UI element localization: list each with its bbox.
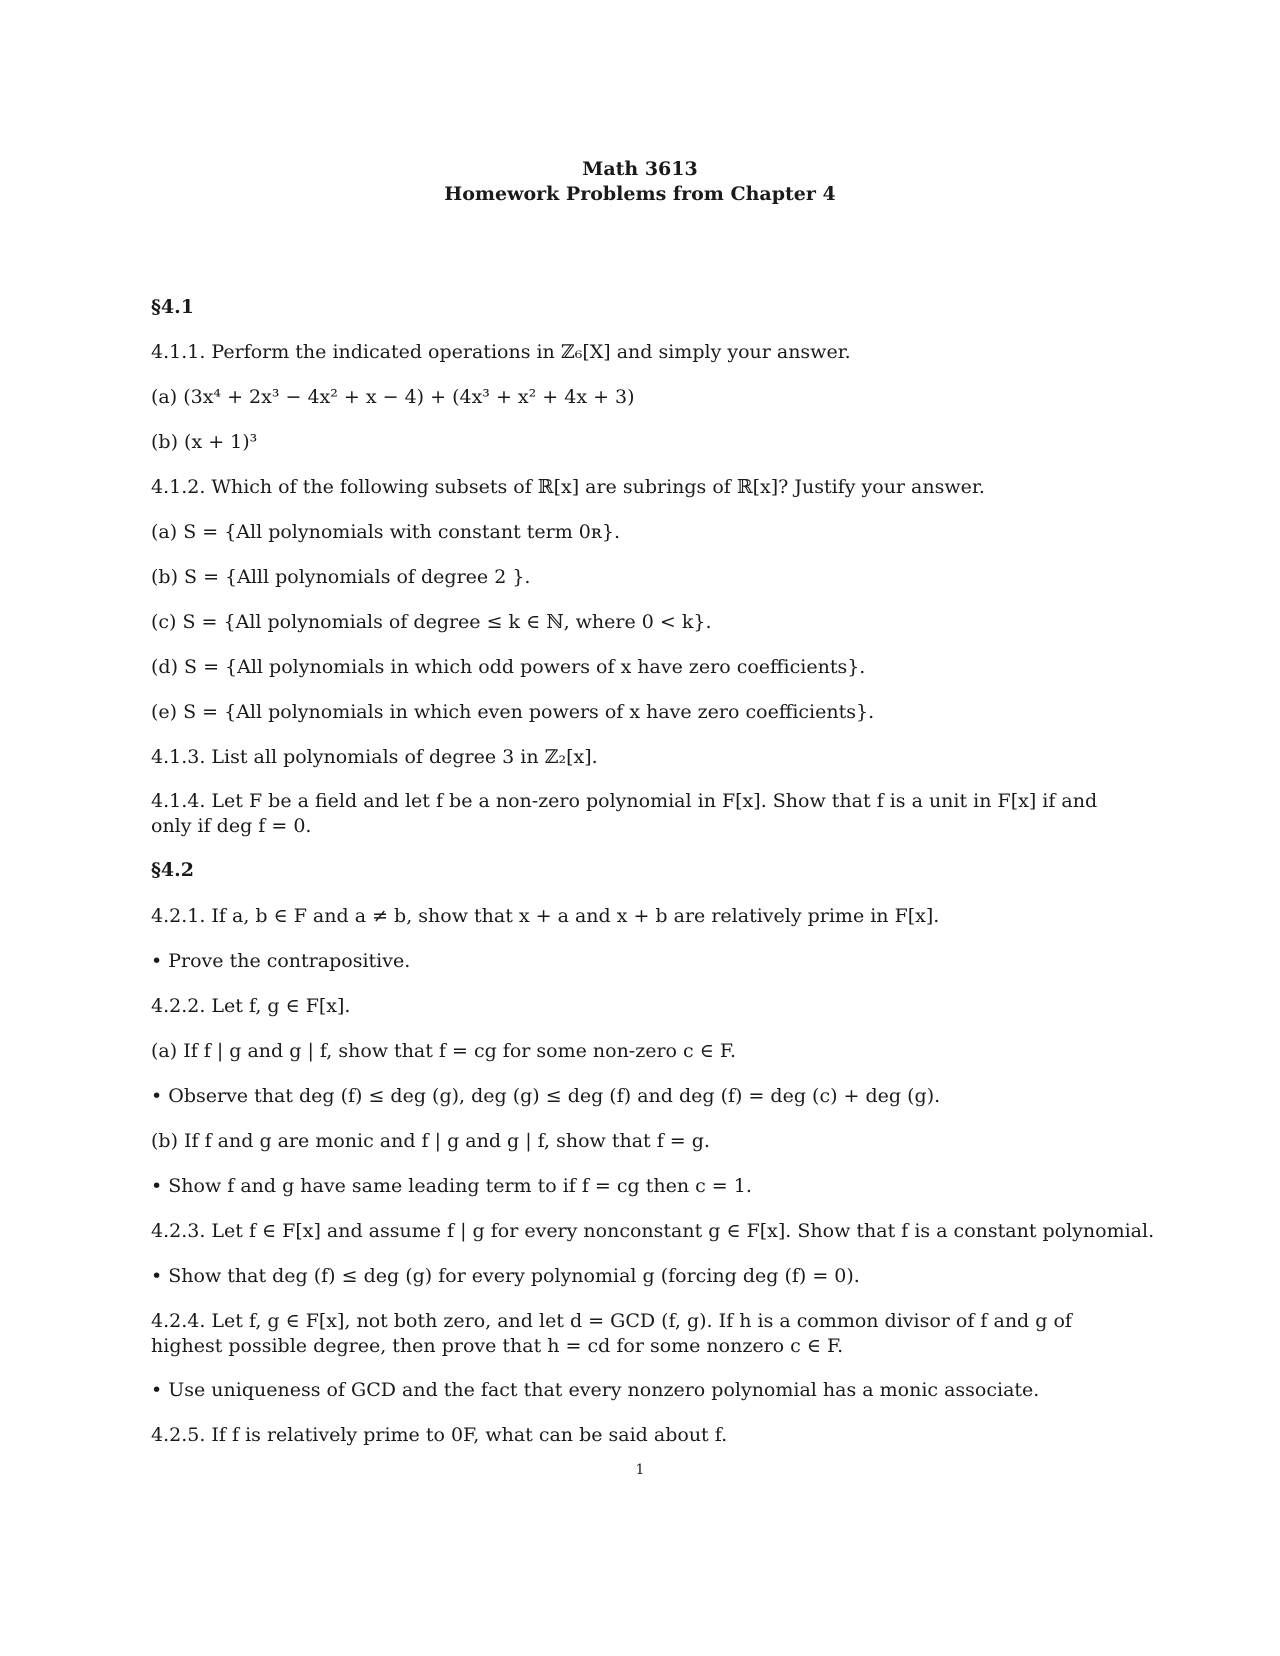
problem-text: 4.1.2. Which of the following subsets of ℝ[x] are subrings of ℝ[x]? Justify your answer. (151, 476, 985, 498)
problem-part: (e) S = {All polynomials in which even powers of x have zero coefficients}. (151, 701, 875, 723)
section-heading: §4.2 (151, 859, 194, 881)
problem-part: (a) If f | g and g | f, show that f = cg for some non-zero c ∈ F. (151, 1040, 737, 1062)
problem-text: 4.1.1. Perform the indicated operations in ℤ₆[X] and simply your answer. (151, 341, 851, 363)
problem-part: (b) If f and g are monic and f | g and g | f, show that f = g. (151, 1130, 710, 1152)
problem-text: 4.2.1. If a, b ∈ F and a ≠ b, show that x + a and x + b are relatively prime in F[x]. (151, 905, 940, 927)
section-heading: §4.1 (151, 296, 194, 318)
problem-text: 4.2.3. Let f ∈ F[x] and assume f | g for every nonconstant g ∈ F[x]. Show that f is a constant polynomial. (151, 1220, 1155, 1242)
problem-part: (b) S = {Alll polynomials of degree 2 }. (151, 566, 531, 588)
problem-part: (d) S = {All polynomials in which odd powers of x have zero coefficients}. (151, 656, 866, 678)
problem-text: 4.2.4. Let f, g ∈ F[x], not both zero, and let d = GCD (f, g). If h is a common divisor of f and g of highest possible degree, then prove that h = cd for some nonzero c ∈ F. (151, 1310, 1072, 1357)
problem-text: 4.2.5. If f is relatively prime to 0F, what can be said about f. (151, 1424, 728, 1446)
document-subtitle: Homework Problems from Chapter 4 (444, 183, 836, 205)
problem-part: (b) (x + 1)³ (151, 431, 258, 453)
problem-text: 4.1.4. Let F be a field and let f be a non-zero polynomial in F[x]. Show that f is a unit in F[x] if and only if deg f = 0. (151, 790, 1098, 837)
page-number: 1 (635, 1462, 645, 1478)
course-title: Math 3613 (582, 158, 698, 180)
problem-text: 4.1.3. List all polynomials of degree 3 in ℤ₂[x]. (151, 746, 598, 768)
hint-bullet: • Observe that deg (f) ≤ deg (g), deg (g) ≤ deg (f) and deg (f) = deg (c) + deg (g). (151, 1085, 941, 1107)
problem-part: (c) S = {All polynomials of degree ≤ k ∈ ℕ, where 0 < k}. (151, 611, 712, 633)
hint-bullet: • Show that deg (f) ≤ deg (g) for every polynomial g (forcing deg (f) = 0). (151, 1265, 860, 1287)
hint-bullet: • Show f and g have same leading term to if f = cg then c = 1. (151, 1175, 752, 1197)
problem-text: 4.2.2. Let f, g ∈ F[x]. (151, 995, 351, 1017)
hint-bullet: • Prove the contrapositive. (151, 950, 411, 972)
problem-part: (a) (3x⁴ + 2x³ − 4x² + x − 4) + (4x³ + x² + 4x + 3) (151, 386, 635, 408)
hint-bullet: • Use uniqueness of GCD and the fact that every nonzero polynomial has a monic associate. (151, 1379, 1040, 1401)
problem-part: (a) S = {All polynomials with constant term 0ʀ}. (151, 521, 621, 543)
